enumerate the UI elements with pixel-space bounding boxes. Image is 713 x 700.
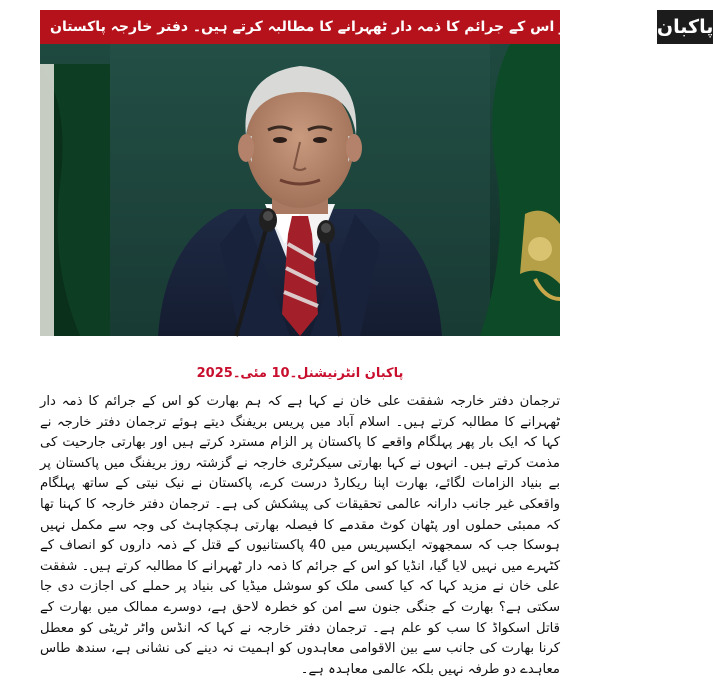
headline: ہم بھارت کو اس کے جرائم کا ذمہ دار ٹھہرانے کا مطالبہ کرتے ہیں۔ دفتر خارجہ پاکستان — [50, 19, 647, 35]
dateline: پاکبان انٹرنیشنل۔10 مئی۔2025 — [196, 366, 404, 381]
pakistan-flag-icon — [40, 64, 110, 336]
article-photo — [40, 44, 560, 336]
article-body — [40, 392, 560, 692]
article-paragraph: ترجمان دفتر خارجہ شفقت علی خان نے کہا ہے کہ ہم بھارت کو اس کے جرائم کا ذمہ دار ٹھہرانے کا مطالبہ کرتے ہیں۔ اسلام آباد میں پریس بریفنگ دیتے ہوئے ترجمان دفتر خارجہ نے کہا کہ ایک بار پھر پہلگام واقعے کا پاکستان پر الزام مسترد کرتے ہیں اور بھارتی جارحیت کی مذمت کرتے ہیں۔ انہوں نے کہا بھارتی سیکرٹری خارجہ نے گزشتہ روز بریفنگ میں پاکستان پر بے بنیاد الزامات لگائے، بھارت اپنا ریکارڈ درست کرے، پاکستان نے نیک نیتی کے ساتھ پہلگام واقعکی غیر جانب دارانہ عالمی تحقیقات کی پیشکش کی ہے۔ ترجمان دفتر خارجہ کا کہنا تھا کہ ممبئی حملوں اور پٹھان کوٹ مقدمے کا فیصلہ بھارتی ہچکچاہٹ کی وجہ سے مکمل نہیں ہوسکا جب کہ سمجھوتہ ایکسپریس میں 40 پاکستانیوں کے قتل کے ذمہ داروں کو انصاف کے کٹہرے میں نہیں لایا گیا، انڈیا کو اس کے جرائم کا ذمہ دار ٹھہرانے کا مطالبہ کرتے ہیں۔ شفقت علی خان نے مزید کہا کہ کیا کسی ملک کو سوشل میڈیا کی بنیاد پر حملے کی اجازت دی جا سکتی ہے؟ بھارت کے جنگی جنون سے امن کو خطرہ لاحق ہے، دوسرے ممالک میں بھارت کے قاتل اسکواڈ کا سب کو علم ہے۔ ترجمان دفتر خارجہ نے کہا کہ انڈس واٹر ٹریٹی کو معطل کرنا بھارت کی جانب سے بین الاقوامی معاہدوں کو اہمیت نہ دینے کی نشانی ہے، سندھ طاس معاہدے دو طرفہ نہیں بلکہ عالمی معاہدہ ہے۔ — [40, 394, 561, 677]
site-logo[interactable]: پاکبان — [657, 10, 713, 44]
header-banner — [40, 10, 713, 46]
